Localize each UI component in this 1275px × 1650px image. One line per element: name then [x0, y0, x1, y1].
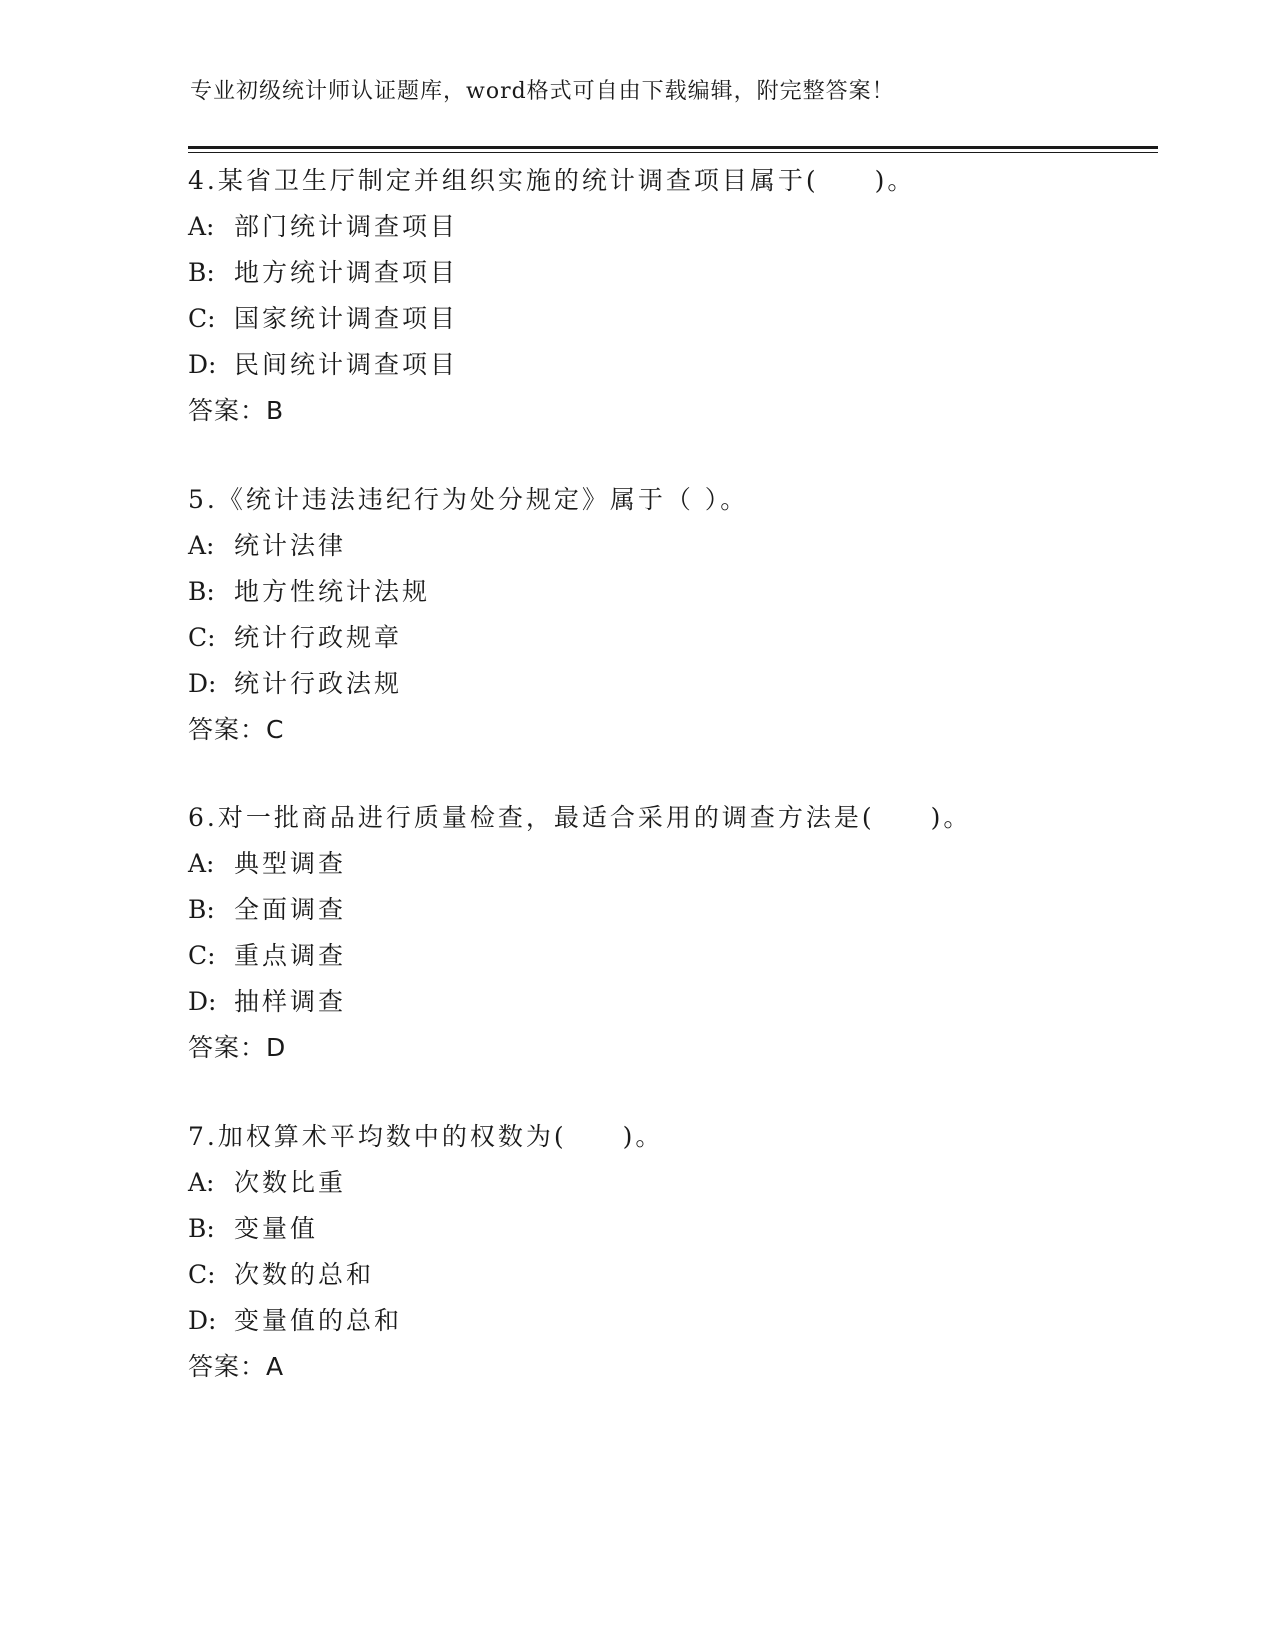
- option-text: 典型调查: [234, 849, 347, 878]
- option-letter: D:: [188, 987, 217, 1016]
- option-c: [188, 1252, 1148, 1298]
- option-text: 全面调查: [234, 895, 347, 924]
- option-c: [188, 933, 1148, 979]
- option-d: [188, 979, 1148, 1025]
- option-text: 次数比重: [234, 1168, 347, 1197]
- option-text: 民间统计调查项目: [234, 350, 459, 379]
- option-text: 变量值的总和: [234, 1306, 403, 1335]
- option-text: 重点调查: [234, 941, 347, 970]
- option-text: 统计法律: [234, 531, 347, 560]
- option-b: [188, 1206, 1148, 1252]
- header-rule-thin: [188, 152, 1158, 153]
- option-a: [188, 204, 1148, 250]
- option-b: [188, 887, 1148, 933]
- option-a: [188, 523, 1148, 569]
- option-d: [188, 1298, 1148, 1344]
- header-rule-thick: [188, 146, 1158, 149]
- question-stem: 6.对一批商品进行质量检查，最适合采用的调查方法是( )。: [188, 803, 972, 832]
- option-a: [188, 841, 1148, 887]
- option-text: 变量值: [234, 1214, 319, 1243]
- option-letter: D:: [188, 1306, 217, 1335]
- answer: 答案：D: [188, 1033, 287, 1062]
- question-stem: 7.加权算术平均数中的权数为( )。: [188, 1122, 664, 1151]
- option-letter: C:: [188, 941, 216, 970]
- option-letter: B:: [188, 258, 215, 287]
- option-letter: D:: [188, 350, 217, 379]
- option-c: [188, 615, 1148, 661]
- option-letter: A:: [188, 531, 215, 560]
- option-d: [188, 342, 1148, 388]
- option-c: [188, 296, 1148, 342]
- option-text: 统计行政法规: [234, 669, 403, 698]
- question-stem: 5.《统计违法违纪行为处分规定》属于（ ）。: [188, 485, 749, 514]
- option-letter: A:: [188, 1168, 215, 1197]
- option-d: [188, 661, 1148, 707]
- option-b: [188, 569, 1148, 615]
- answer: 答案：C: [188, 715, 285, 744]
- option-letter: C:: [188, 623, 216, 652]
- option-text: 国家统计调查项目: [234, 304, 459, 333]
- option-text: 地方性统计法规: [234, 577, 431, 606]
- answer: 答案：A: [188, 1352, 285, 1381]
- option-letter: C:: [188, 304, 216, 333]
- option-letter: D:: [188, 669, 217, 698]
- page-header: 专业初级统计师认证题库，word格式可自由下载编辑，附完整答案！: [190, 79, 895, 104]
- option-text: 统计行政规章: [234, 623, 403, 652]
- option-letter: A:: [188, 849, 215, 878]
- question-5: [188, 477, 1148, 753]
- question-stem: 4.某省卫生厅制定并组织实施的统计调查项目属于( )。: [188, 166, 916, 195]
- option-letter: A:: [188, 212, 215, 241]
- option-text: 次数的总和: [234, 1260, 375, 1289]
- option-letter: C:: [188, 1260, 216, 1289]
- question-6: [188, 795, 1148, 1071]
- option-b: [188, 250, 1148, 296]
- question-4: [188, 158, 1148, 434]
- option-letter: B:: [188, 895, 215, 924]
- option-letter: B:: [188, 577, 215, 606]
- option-a: [188, 1160, 1148, 1206]
- question-7: [188, 1114, 1148, 1390]
- answer: 答案：B: [188, 396, 285, 425]
- option-text: 部门统计调查项目: [234, 212, 459, 241]
- option-text: 抽样调查: [234, 987, 347, 1016]
- option-text: 地方统计调查项目: [234, 258, 459, 287]
- option-letter: B:: [188, 1214, 215, 1243]
